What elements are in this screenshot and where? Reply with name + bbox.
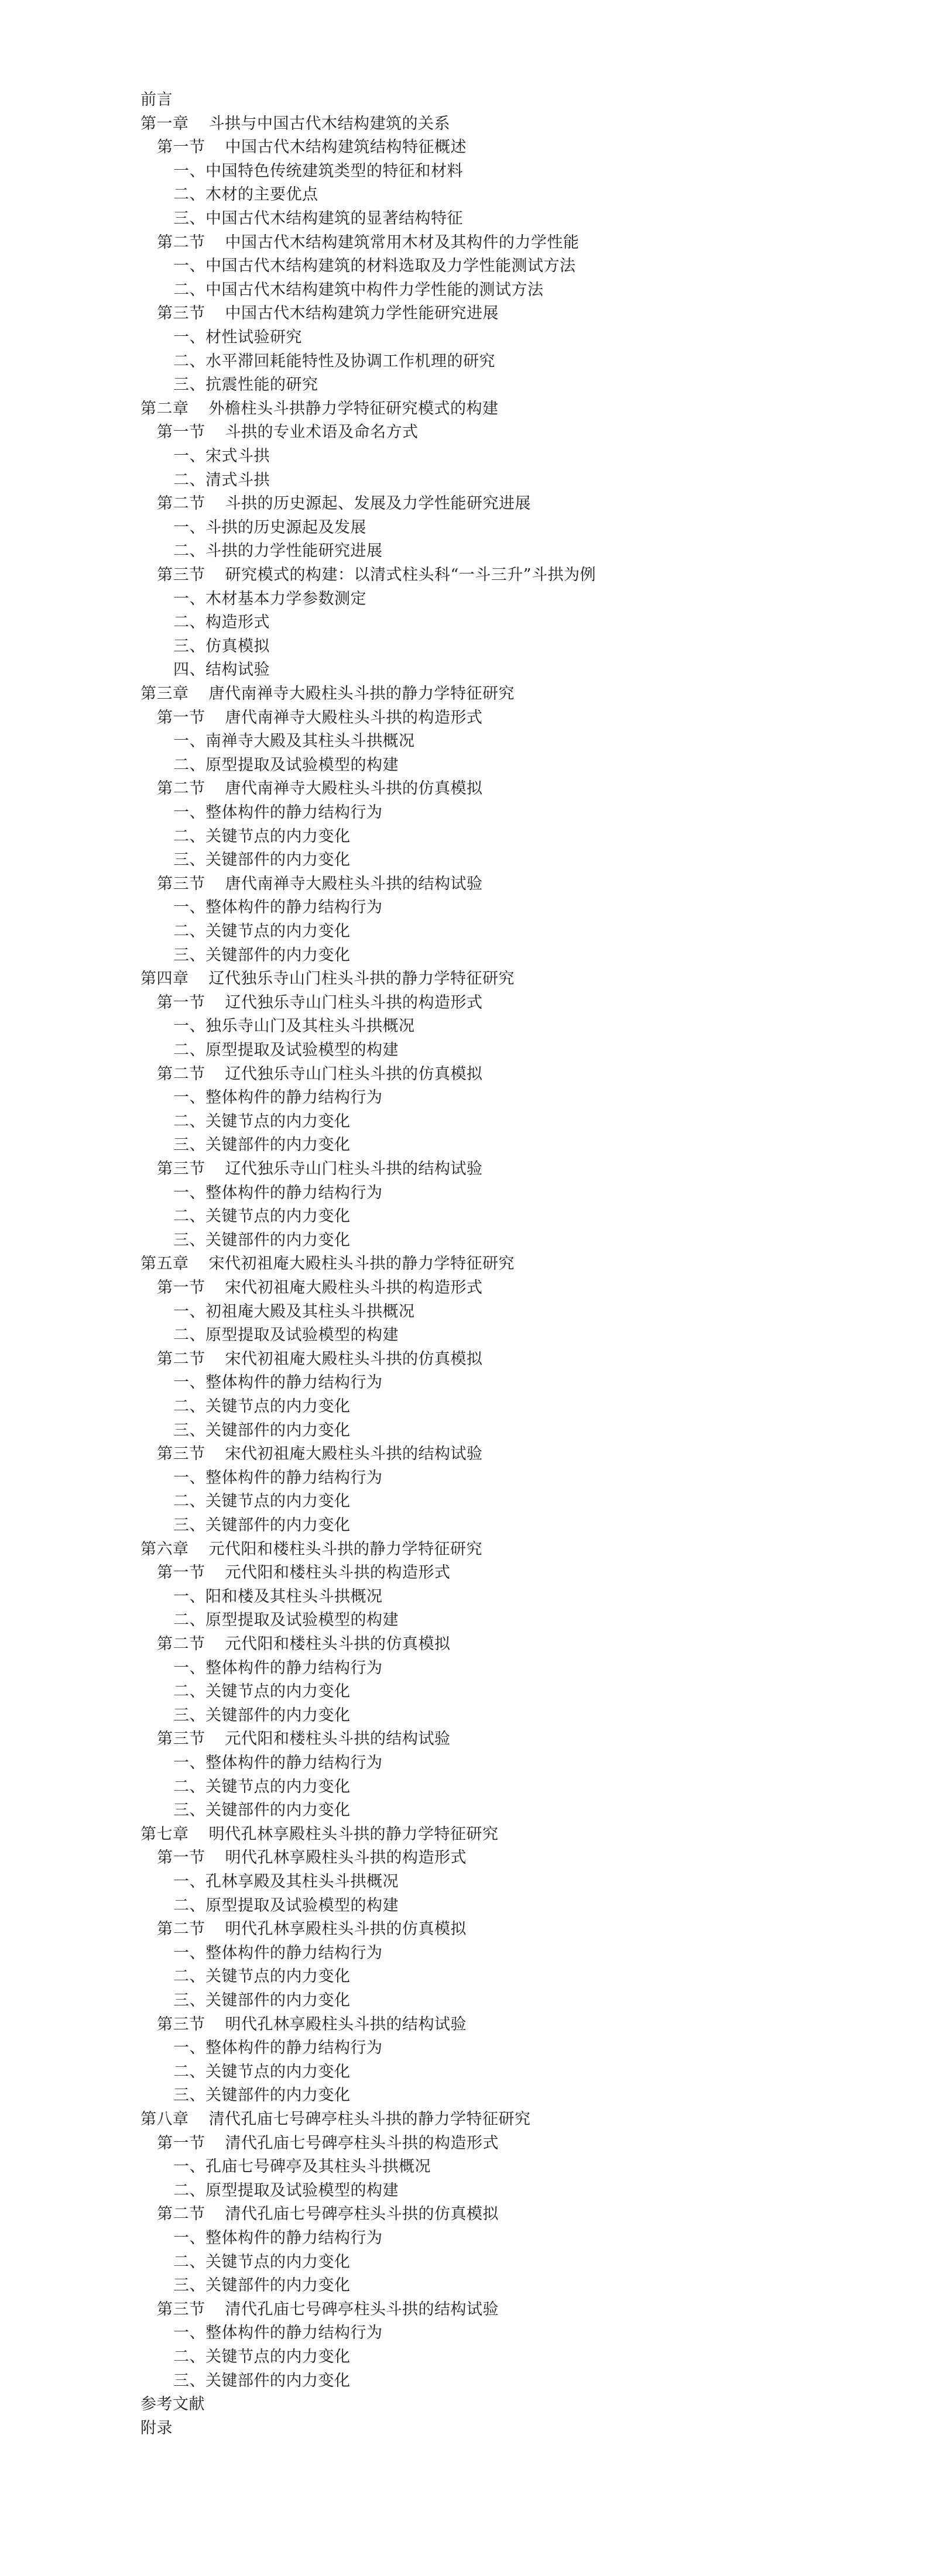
toc-chapter xyxy=(140,1825,499,1845)
toc-section xyxy=(140,1563,451,1583)
toc-subsection xyxy=(140,1706,351,1726)
toc-subsection xyxy=(140,1492,351,1512)
toc-section xyxy=(140,1159,483,1179)
toc-section xyxy=(140,2015,467,2035)
toc-title: 宋代初祖庵大殿柱头斗拱的静力学特征研究 xyxy=(208,1255,515,1273)
toc-number: 第三节 xyxy=(157,875,205,893)
toc-title: 四、结构试验 xyxy=(173,661,270,679)
toc-number: 第二节 xyxy=(157,494,205,513)
toc-section xyxy=(140,1064,483,1084)
toc-subsection xyxy=(140,1587,383,1607)
toc-section xyxy=(140,708,483,728)
toc-section xyxy=(140,233,580,253)
toc-subsection xyxy=(140,803,383,823)
toc-title: 二、关键节点的内力变化 xyxy=(173,1207,351,1225)
toc-title: 辽代独乐寺山门柱头斗拱的静力学特征研究 xyxy=(208,970,515,988)
toc-number: 第五章 xyxy=(140,1255,189,1273)
toc-subsection xyxy=(140,2157,431,2177)
toc-title: 一、材性试验研究 xyxy=(173,328,302,346)
toc-title: 三、关键部件的内力变化 xyxy=(173,1421,351,1440)
toc-title: 唐代南禅寺大殿柱头斗拱的仿真模拟 xyxy=(225,779,483,798)
toc-title: 清代孔庙七号碑亭柱头斗拱的静力学特征研究 xyxy=(208,2110,531,2128)
toc-subsection xyxy=(140,375,318,395)
toc-subsection xyxy=(140,1231,351,1251)
toc-section xyxy=(140,1278,483,1298)
toc-section xyxy=(140,993,483,1013)
toc-subsection xyxy=(140,256,576,276)
toc-subsection xyxy=(140,1516,351,1536)
toc-section xyxy=(140,779,483,799)
toc-number: 第一节 xyxy=(157,1279,205,1297)
toc-section xyxy=(140,423,419,442)
toc-subsection xyxy=(140,1135,351,1155)
toc-subsection xyxy=(140,1373,383,1393)
toc-title: 二、斗拱的力学性能研究进展 xyxy=(173,542,383,560)
toc-section xyxy=(140,138,467,157)
toc-title: 中国古代木结构建筑力学性能研究进展 xyxy=(225,304,499,322)
toc-title: 二、关键节点的内力变化 xyxy=(173,1112,351,1131)
toc-number: 第七章 xyxy=(140,1825,189,1843)
toc-title: 一、整体构件的静力结构行为 xyxy=(173,2229,383,2247)
toc-title: 一、宋式斗拱 xyxy=(173,447,270,465)
toc-subsection xyxy=(140,280,544,300)
toc-number: 第一节 xyxy=(157,423,205,441)
toc-number: 第三章 xyxy=(140,685,189,703)
toc-title: 一、整体构件的静力结构行为 xyxy=(173,1754,383,1772)
toc-subsection xyxy=(140,755,399,775)
toc-chapter xyxy=(140,399,499,419)
toc-number: 第六章 xyxy=(140,1540,189,1558)
toc-title: 三、关键部件的内力变化 xyxy=(173,1136,351,1154)
toc-section xyxy=(140,1349,483,1369)
toc-title: 二、关键节点的内力变化 xyxy=(173,2253,351,2271)
toc-subsection xyxy=(140,2086,351,2106)
toc-title: 二、关键节点的内力变化 xyxy=(173,2063,351,2081)
toc-title: 三、关键部件的内力变化 xyxy=(173,1706,351,1725)
toc-title: 三、关键部件的内力变化 xyxy=(173,1516,351,1534)
toc-subsection xyxy=(140,922,351,942)
toc-title: 二、原型提取及试验模型的构建 xyxy=(173,1041,399,1059)
toc-subsection xyxy=(140,2252,351,2272)
toc-title: 二、构造形式 xyxy=(173,613,270,631)
toc-chapter xyxy=(140,90,173,110)
toc-number: 第二节 xyxy=(157,1920,205,1938)
toc-title: 一、整体构件的静力结构行为 xyxy=(173,2039,383,2057)
toc-number: 第三节 xyxy=(157,1160,205,1178)
toc-title: 研究模式的构建：以清式柱头科“一斗三升”斗拱为例 xyxy=(225,566,597,584)
toc-title: 三、关键部件的内力变化 xyxy=(173,946,351,964)
toc-title: 一、木材基本力学参数测定 xyxy=(173,590,366,608)
toc-title: 一、整体构件的静力结构行为 xyxy=(173,898,383,916)
toc-subsection xyxy=(140,1183,383,1203)
toc-subsection xyxy=(140,352,495,372)
toc-subsection xyxy=(140,1302,415,1322)
toc-subsection xyxy=(140,1777,351,1797)
toc-number: 第二章 xyxy=(140,400,189,418)
toc-title: 二、原型提取及试验模型的构建 xyxy=(173,2182,399,2200)
toc-title: 一、整体构件的静力结构行为 xyxy=(173,1088,383,1107)
toc-subsection xyxy=(140,518,366,538)
toc-number: 第一节 xyxy=(157,994,205,1012)
toc-title: 外檐柱头斗拱静力学特征研究模式的构建 xyxy=(208,400,499,418)
toc-subsection xyxy=(140,2371,351,2391)
toc-title: 二、关键节点的内力变化 xyxy=(173,2348,351,2366)
toc-number: 第三节 xyxy=(157,1445,205,1463)
toc-title: 清代孔庙七号碑亭柱头斗拱的结构试验 xyxy=(225,2300,499,2319)
toc-subsection xyxy=(140,827,351,847)
toc-title: 附录 xyxy=(140,2419,173,2437)
toc-title: 一、南禅寺大殿及其柱头斗拱概况 xyxy=(173,732,415,750)
toc-section xyxy=(140,874,483,894)
toc-title: 二、原型提取及试验模型的构建 xyxy=(173,756,399,774)
toc-title: 辽代独乐寺山门柱头斗拱的仿真模拟 xyxy=(225,1065,483,1083)
toc-section xyxy=(140,494,531,514)
toc-title: 三、关键部件的内力变化 xyxy=(173,2086,351,2104)
toc-subsection xyxy=(140,589,366,609)
toc-subsection xyxy=(140,2038,383,2058)
toc-subsection xyxy=(140,2347,351,2367)
toc-title: 一、中国古代木结构建筑的材料选取及力学性能测试方法 xyxy=(173,257,576,275)
toc-number: 第二节 xyxy=(157,1350,205,1368)
toc-title: 辽代独乐寺山门柱头斗拱的构造形式 xyxy=(225,994,483,1012)
toc-subsection xyxy=(140,1421,351,1441)
toc-chapter xyxy=(140,684,515,704)
toc-number: 第四章 xyxy=(140,970,189,988)
toc-title: 二、水平滞回耗能特性及协调工作机理的研究 xyxy=(173,352,495,370)
toc-number: 第三节 xyxy=(157,2300,205,2319)
toc-number: 第三节 xyxy=(157,1730,205,1748)
toc-subsection xyxy=(140,1872,399,1892)
toc-title: 唐代南禅寺大殿柱头斗拱的构造形式 xyxy=(225,709,483,727)
toc-title: 斗拱的历史源起、发展及力学性能研究进展 xyxy=(225,494,531,513)
toc-title: 明代孔林享殿柱头斗拱的结构试验 xyxy=(225,2015,467,2034)
toc-title: 三、关键部件的内力变化 xyxy=(173,1231,351,1249)
toc-title: 三、抗震性能的研究 xyxy=(173,376,318,394)
toc-section xyxy=(140,565,596,585)
toc-number: 第八章 xyxy=(140,2110,189,2128)
toc-title: 三、关键部件的内力变化 xyxy=(173,851,351,869)
toc-section xyxy=(140,304,499,324)
toc-title: 中国古代木结构建筑常用木材及其构件的力学性能 xyxy=(225,233,580,252)
toc-subsection xyxy=(140,185,318,205)
toc-title: 宋代初祖庵大殿柱头斗拱的仿真模拟 xyxy=(225,1350,483,1368)
toc-title: 三、关键部件的内力变化 xyxy=(173,1801,351,1819)
toc-number: 第二节 xyxy=(157,1635,205,1653)
toc-subsection xyxy=(140,613,270,633)
toc-number: 第一节 xyxy=(157,709,205,727)
toc-number: 第三节 xyxy=(157,566,205,584)
toc-chapter xyxy=(140,1254,515,1274)
toc-subsection xyxy=(140,541,383,561)
toc-subsection xyxy=(140,898,383,918)
toc-title: 二、关键节点的内力变化 xyxy=(173,1778,351,1796)
toc-section xyxy=(140,2204,499,2224)
toc-title: 中国古代木结构建筑结构特征概述 xyxy=(225,138,467,156)
toc-subsection xyxy=(140,1040,399,1060)
toc-title: 二、原型提取及试验模型的构建 xyxy=(173,1326,399,1344)
toc-title: 明代孔林享殿柱头斗拱的仿真模拟 xyxy=(225,1920,467,1938)
toc-subsection xyxy=(140,470,270,490)
toc-title: 一、孔林享殿及其柱头斗拱概况 xyxy=(173,1873,399,1891)
toc-title: 三、关键部件的内力变化 xyxy=(173,2276,351,2295)
toc-subsection xyxy=(140,850,351,870)
toc-title: 元代阳和楼柱头斗拱的结构试验 xyxy=(225,1730,451,1748)
toc-title: 二、木材的主要优点 xyxy=(173,186,318,204)
toc-title: 二、关键节点的内力变化 xyxy=(173,1397,351,1416)
toc-title: 一、独乐寺山门及其柱头斗拱概况 xyxy=(173,1017,415,1035)
toc-number: 第二节 xyxy=(157,1065,205,1083)
toc-subsection xyxy=(140,328,302,348)
toc-section xyxy=(140,1729,451,1749)
toc-subsection xyxy=(140,1610,399,1630)
toc-title: 斗拱的专业术语及命名方式 xyxy=(225,423,419,441)
toc-number: 第一章 xyxy=(140,115,189,133)
toc-title: 三、仿真模拟 xyxy=(173,637,270,655)
toc-title: 一、整体构件的静力结构行为 xyxy=(173,1373,383,1392)
toc-section xyxy=(140,2300,499,2320)
toc-title: 一、整体构件的静力结构行为 xyxy=(173,1659,383,1677)
toc-title: 一、整体构件的静力结构行为 xyxy=(173,803,383,822)
toc-title: 二、关键节点的内力变化 xyxy=(173,1967,351,1986)
toc-title: 二、清式斗拱 xyxy=(173,471,270,489)
toc-number: 第一节 xyxy=(157,2134,205,2152)
toc-subsection xyxy=(140,1753,383,1773)
toc-title: 辽代独乐寺山门柱头斗拱的结构试验 xyxy=(225,1160,483,1178)
toc-subsection xyxy=(140,1112,351,1132)
toc-subsection xyxy=(140,637,270,657)
toc-title: 一、孔庙七号碑亭及其柱头斗拱概况 xyxy=(173,2158,431,2176)
toc-subsection xyxy=(140,1207,351,1227)
toc-subsection xyxy=(140,1991,351,2011)
toc-title: 一、整体构件的静力结构行为 xyxy=(173,2324,383,2342)
toc-chapter xyxy=(140,2110,531,2130)
toc-subsection xyxy=(140,446,270,466)
toc-subsection xyxy=(140,1943,383,1963)
toc-title: 宋代初祖庵大殿柱头斗拱的构造形式 xyxy=(225,1279,483,1297)
toc-section xyxy=(140,2134,499,2153)
toc-title: 明代孔林享殿柱头斗拱的构造形式 xyxy=(225,1849,467,1867)
toc-title: 一、阳和楼及其柱头斗拱概况 xyxy=(173,1588,383,1606)
toc-title: 明代孔林享殿柱头斗拱的静力学特征研究 xyxy=(208,1825,499,1843)
toc-title: 元代阳和楼柱头斗拱的构造形式 xyxy=(225,1564,451,1582)
toc-title: 清代孔庙七号碑亭柱头斗拱的仿真模拟 xyxy=(225,2205,499,2223)
toc-title: 二、关键节点的内力变化 xyxy=(173,1492,351,1510)
toc-chapter xyxy=(140,1540,482,1560)
toc-subsection xyxy=(140,1658,383,1678)
toc-subsection xyxy=(140,1325,399,1345)
toc-chapter xyxy=(140,2395,205,2414)
toc-chapter xyxy=(140,969,515,989)
toc-title: 参考文献 xyxy=(140,2395,205,2413)
toc-subsection xyxy=(140,1088,383,1108)
toc-title: 二、关键节点的内力变化 xyxy=(173,1682,351,1701)
toc-title: 一、整体构件的静力结构行为 xyxy=(173,1944,383,1962)
toc-chapter xyxy=(140,2419,173,2438)
toc-subsection xyxy=(140,209,463,229)
toc-title: 清代孔庙七号碑亭柱头斗拱的构造形式 xyxy=(225,2134,499,2152)
toc-subsection xyxy=(140,2228,383,2248)
toc-title: 一、初祖庵大殿及其柱头斗拱概况 xyxy=(173,1303,415,1321)
toc-title: 二、原型提取及试验模型的构建 xyxy=(173,1611,399,1629)
toc-title: 宋代初祖庵大殿柱头斗拱的结构试验 xyxy=(225,1445,483,1463)
toc-number: 第三节 xyxy=(157,2015,205,2034)
toc-title: 元代阳和楼柱头斗拱的仿真模拟 xyxy=(225,1635,451,1653)
toc-subsection xyxy=(140,2276,351,2296)
toc-title: 元代阳和楼柱头斗拱的静力学特征研究 xyxy=(208,1540,482,1558)
toc-subsection xyxy=(140,2323,383,2343)
toc-number: 第一节 xyxy=(157,138,205,156)
toc-subsection xyxy=(140,731,415,751)
toc-title: 二、关键节点的内力变化 xyxy=(173,922,351,940)
toc-subsection xyxy=(140,1896,399,1916)
toc-subsection xyxy=(140,946,351,966)
toc-title: 一、整体构件的静力结构行为 xyxy=(173,1184,383,1202)
toc-title: 二、关键节点的内力变化 xyxy=(173,827,351,846)
toc-subsection xyxy=(140,1397,351,1417)
toc-title: 二、原型提取及试验模型的构建 xyxy=(173,1897,399,1915)
toc-subsection xyxy=(140,162,463,181)
toc-title: 唐代南禅寺大殿柱头斗拱的静力学特征研究 xyxy=(208,685,515,703)
toc-title: 一、中国特色传统建筑类型的特征和材料 xyxy=(173,162,463,180)
toc-subsection xyxy=(140,660,270,680)
toc-title: 斗拱与中国古代木结构建筑的关系 xyxy=(208,115,450,133)
toc-title: 一、整体构件的静力结构行为 xyxy=(173,1469,383,1487)
toc-section xyxy=(140,1634,451,1654)
toc-title: 三、关键部件的内力变化 xyxy=(173,1991,351,2010)
toc-subsection xyxy=(140,1682,351,1702)
toc-title: 唐代南禅寺大殿柱头斗拱的结构试验 xyxy=(225,875,483,893)
toc-subsection xyxy=(140,2181,399,2201)
toc-title: 二、中国古代木结构建筑中构件力学性能的测试方法 xyxy=(173,281,544,299)
toc-title: 三、中国古代木结构建筑的显著结构特征 xyxy=(173,209,463,228)
toc-subsection xyxy=(140,2062,351,2082)
toc-subsection xyxy=(140,1967,351,1987)
toc-subsection xyxy=(140,1468,383,1488)
toc-number: 第二节 xyxy=(157,779,205,798)
toc-title: 前言 xyxy=(140,91,173,109)
toc-number: 第二节 xyxy=(157,233,205,252)
toc-number: 第一节 xyxy=(157,1564,205,1582)
toc-subsection xyxy=(140,1801,351,1821)
toc-section xyxy=(140,1444,483,1464)
toc-section xyxy=(140,1848,467,1868)
toc-section xyxy=(140,1919,467,1939)
toc-number: 第一节 xyxy=(157,1849,205,1867)
toc-number: 第二节 xyxy=(157,2205,205,2223)
toc-subsection xyxy=(140,1016,415,1036)
toc-number: 第三节 xyxy=(157,304,205,322)
toc-chapter xyxy=(140,114,450,134)
toc-title: 一、斗拱的历史源起及发展 xyxy=(173,518,366,537)
toc-title: 三、关键部件的内力变化 xyxy=(173,2372,351,2390)
